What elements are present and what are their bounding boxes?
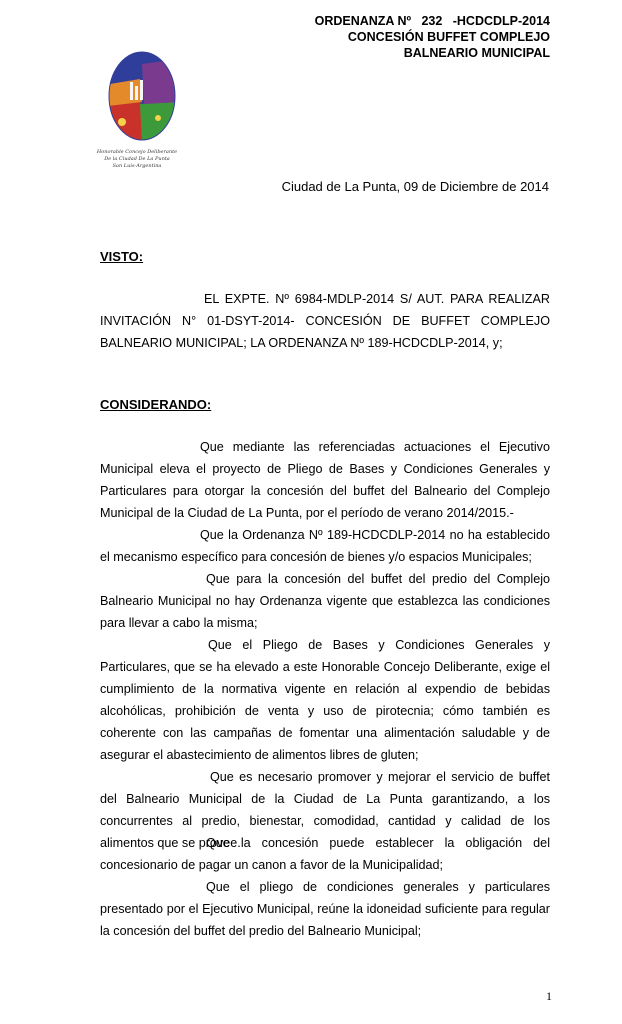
document-date: Ciudad de La Punta, 09 de Diciembre de 2014	[281, 179, 549, 194]
ordinance-subject-line1: CONCESIÓN BUFFET COMPLEJO	[347, 30, 550, 44]
considerando-paragraph: Que el Pliego de Bases y Condiciones Generales y Particulares, que se ha elevado a este Honorable Concejo Deliberante, exige el cumplimiento de la normativa vigente en relación al expendio de bebidas alcohólicas, prohibición de venta y uso de pirotecnia; cómo también es coherente con las campañas de fomentar una alimentación saludable y de asegurar el abastecimiento de alimentos libres de gluten;	[100, 638, 550, 762]
logo-caption-line2: De la Ciudad De La Punta	[104, 156, 170, 162]
considerando-paragraph: Que la concesión puede establecer la obligación del concesionario de pagar un canon a favor de la Municipalidad;	[100, 836, 550, 872]
logo-caption-line3: San Luis-Argentina	[112, 163, 162, 169]
document-header	[315, 13, 550, 61]
considerando-paragraph: Que para la concesión del buffet del predio del Complejo Balneario Municipal no hay Ordenanza vigente que establezca las condiciones para llevar a cabo la misma;	[100, 572, 550, 630]
logo-caption-line1: Honorable Concejo Deliberante	[96, 149, 178, 155]
logo-caption	[92, 149, 182, 170]
ordinance-subject-line2: BALNEARIO MUNICIPAL	[403, 46, 550, 60]
page-number: 1	[546, 989, 552, 1003]
visto-paragraph: EL EXPTE. Nº 6984-MDLP-2014 S/ AUT. PARA REALIZAR INVITACIÓN N° 01-DSYT-2014- CONCESIÓN DE BUFFET COMPLEJO BALNEARIO MUNICIPAL; LA ORDENANZA Nº 189-HCDCDLP-2014, y;	[100, 292, 550, 350]
considerando-title: CONSIDERANDO:	[100, 397, 212, 412]
considerando-paragraph: Que la Ordenanza Nº 189-HCDCDLP-2014 no ha establecido el mecanismo específico para concesión de bienes y/o espacios Municipales;	[100, 528, 550, 564]
considerando-paragraph: Que el pliego de condiciones generales y particulares presentado por el Ejecutivo Municipal, reúne la idoneidad suficiente para regular la concesión del buffet del predio del Balneario Municipal;	[100, 880, 550, 938]
considerando-paragraph: Que es necesario promover y mejorar el servicio de buffet del Balneario Municipal de la Ciudad de La Punta garantizando, a los concurrentes al predio, bienestar, comodidad, cantidad y calidad de los alimentos que se provee.	[100, 770, 550, 850]
visto-title: VISTO:	[100, 249, 144, 264]
considerando-paragraph: Que mediante las referenciadas actuaciones el Ejecutivo Municipal eleva el proyecto de Pliego de Bases y Condiciones Generales y Particulares para otorgar la concesión del buffet del Balneario del Complejo Municipal de la Ciudad de La Punta, por el período de verano 2014/2015.-	[100, 440, 550, 520]
ordinance-number: ORDENANZA Nº 232 -HCDCDLP-2014	[314, 14, 550, 28]
